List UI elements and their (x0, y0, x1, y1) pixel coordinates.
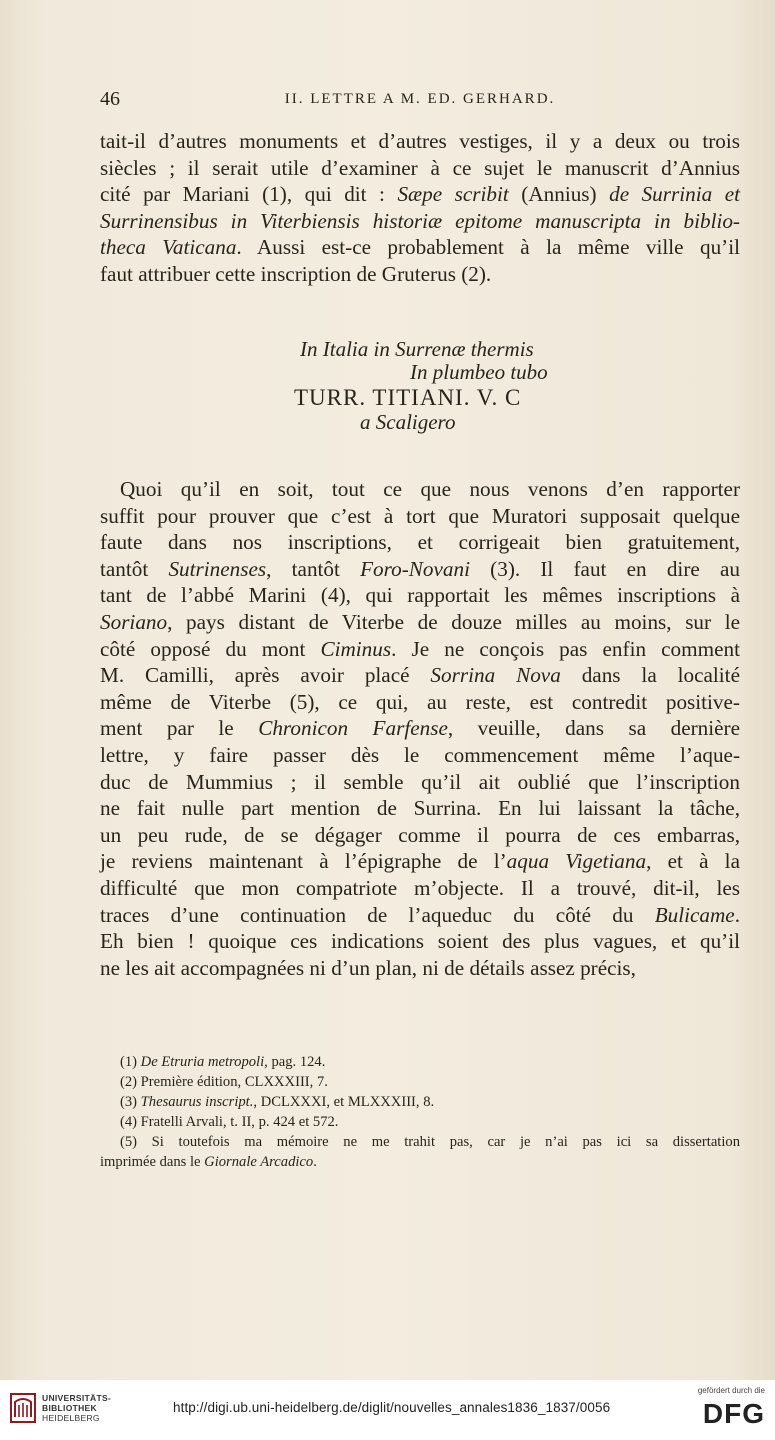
text-line (100, 503, 740, 530)
text-run: lettre, y faire passer dès le commencement même l’aque- (100, 742, 740, 767)
italic-run: de Surrinia et (609, 182, 740, 207)
text-run: , veuille, dans sa dernière (447, 716, 740, 741)
italic-run: Chronicon Farfense (258, 716, 448, 741)
text-line (100, 795, 740, 822)
text-run: (3). Il faut en dire au (469, 556, 740, 581)
running-title: II. LETTRE A M. ED. GERHARD. (284, 91, 556, 107)
text-line (100, 234, 740, 261)
text-line (100, 261, 740, 288)
text-line (100, 609, 740, 636)
italic-run: Surrinensibus in Viterbiensis historiæ epitome manuscripta in biblio- (100, 208, 740, 233)
inscription-line-2: In plumbeo tubo (410, 360, 548, 384)
text-run: (3) (120, 1094, 141, 1110)
text-run: Quoi qu’il en soit, tout ce que nous venons d’en rapporter (120, 477, 740, 501)
text-run: ne fait nulle part mention de Surrina. En lui laissant la tâche, (100, 796, 740, 821)
text-line (100, 769, 740, 796)
italic-run: Sorrina Nova (430, 663, 561, 688)
text-run: . (734, 902, 740, 927)
text-run: suffit pour prouver que c’est à tort que Muratori supposait quelque (100, 503, 740, 528)
text-run: , et à la (646, 849, 740, 874)
text-run: cité par Mariani (1), qui dit : (100, 182, 398, 207)
italic-run: Foro-Novani (360, 556, 470, 581)
footnotes (100, 1052, 740, 1172)
text-run: . Je ne conçois pas enfin comment (391, 636, 740, 661)
italic-run: Ciminus (320, 636, 392, 661)
text-line (100, 822, 740, 849)
text-run: traces d’une continuation de l’aqueduc du côté du (100, 902, 655, 927)
text-run: . (313, 1154, 317, 1170)
text-run: un peu rude, de se dégager comme il pourra de ces embarras, (100, 822, 740, 847)
text-line (100, 128, 740, 155)
text-line (100, 875, 740, 902)
text-run: (4) Fratelli Arvali, t. II, p. 424 et 572. (120, 1114, 339, 1130)
paragraph-2 (100, 476, 740, 981)
footnote-line (100, 1112, 740, 1132)
text-run: , tantôt (266, 556, 361, 581)
text-run: , pays distant de Viterbe de douze milles au moins, sur le (167, 609, 740, 634)
viewer-footer (0, 1380, 775, 1440)
text-line (100, 476, 740, 503)
text-line (100, 742, 740, 769)
text-run: (2) Première édition, CLXXXIII, 7. (120, 1074, 328, 1090)
footnote-line (100, 1132, 740, 1152)
funded-by-label: gefördert durch die (697, 1386, 765, 1395)
text-run: côté opposé du mont (100, 636, 321, 661)
text-run: je reviens maintenant à l’épigraphe de l’ (100, 849, 507, 874)
footnote-line (100, 1092, 740, 1112)
text-run: tantôt (100, 556, 169, 581)
text-line (100, 208, 740, 235)
text-run: même de Viterbe (5), ce qui, au reste, est contredit positive- (100, 689, 740, 714)
text-run: M. Camilli, après avoir placé (100, 663, 431, 688)
text-run: (5) Si toutefois ma mémoire ne me trahit pas, car je n’ai pas ici sa dissertation (120, 1134, 740, 1150)
funder-badge (689, 1386, 765, 1434)
text-run: ment par le (100, 716, 259, 741)
text-line (100, 715, 740, 742)
text-run: ne les ait accompagnées ni d’un plan, ni de détails assez précis, (100, 955, 636, 980)
italic-run: Sæpe scribit (397, 182, 509, 207)
text-run: (Annius) (508, 182, 610, 207)
footnote-line (100, 1152, 740, 1172)
dfg-logo: DFG (702, 1398, 765, 1429)
text-run: faut attribuer cette inscription de Gruterus (2). (100, 261, 492, 286)
page-header (100, 88, 740, 112)
text-run: tait-il d’autres monuments et d’autres vestiges, il y a deux ou trois (100, 129, 740, 153)
text-line (100, 902, 740, 929)
italic-run: Thesaurus inscript. (140, 1094, 254, 1110)
text-line (100, 662, 740, 689)
text-line (100, 556, 740, 583)
university-library-logo-icon (10, 1393, 36, 1423)
text-line (100, 582, 740, 609)
footnote-line (100, 1072, 740, 1092)
italic-run: Sutrinenses (168, 556, 267, 581)
italic-run: Giornale Arcadico (204, 1154, 314, 1170)
text-run: difficulté que mon compatriote m’objecte. Il a trouvé, dit-il, les (100, 875, 740, 900)
inscription-block (100, 338, 740, 434)
inscription-line-4: a Scaligero (360, 410, 456, 434)
text-line (100, 689, 740, 716)
text-run: , DCLXXXI, et MLXXXIII, 8. (253, 1094, 435, 1110)
text-line (100, 529, 740, 556)
footnote-line (100, 1052, 740, 1072)
text-line (100, 955, 740, 982)
text-run: Eh bien ! quoique ces indications soient des plus vagues, et qu’il (100, 929, 740, 954)
text-run: tant de l’abbé Marini (4), qui rapportait les mêmes inscriptions à (100, 583, 740, 608)
text-line (100, 928, 740, 955)
italic-run: Bulicame (654, 902, 735, 927)
text-run: . Aussi est-ce probablement à la même ville qu’il (236, 235, 740, 260)
permalink-url[interactable]: http://digi.ub.uni-heidelberg.de/diglit/nouvelles_annales1836_1837/0056 (173, 1400, 611, 1415)
text-line (100, 181, 740, 208)
text-run: dans la localité (560, 663, 740, 688)
page-number: 46 (100, 88, 120, 110)
library-name: UNIVERSITÄTS- BIBLIOTHEK HEIDELBERG (42, 1393, 112, 1423)
italic-run: Soriano (100, 609, 168, 634)
text-line (100, 636, 740, 663)
inscription-line-3: TURR. TITIANI. V. C (294, 385, 522, 410)
text-line (100, 155, 740, 182)
text-run: duc de Mummius ; il semble qu’il ait oublié que l’inscription (100, 769, 740, 794)
italic-run: theca Vaticana (100, 235, 237, 260)
paragraph-1 (100, 128, 740, 288)
inscription-line-1: In Italia in Surrenæ thermis (300, 337, 534, 361)
text-run: (1) (120, 1054, 141, 1070)
text-run: , pag. 124. (264, 1054, 326, 1070)
text-run: siècles ; il serait utile d’examiner à ce sujet le manuscrit d’Annius (100, 155, 740, 180)
text-run: imprimée dans le (100, 1154, 205, 1170)
italic-run: aqua Vigetiana (506, 849, 647, 874)
text-run: faute dans nos inscriptions, et corrigeait bien gratuitement, (100, 530, 740, 555)
text-line (100, 848, 740, 875)
italic-run: De Etruria metropoli (140, 1054, 265, 1070)
